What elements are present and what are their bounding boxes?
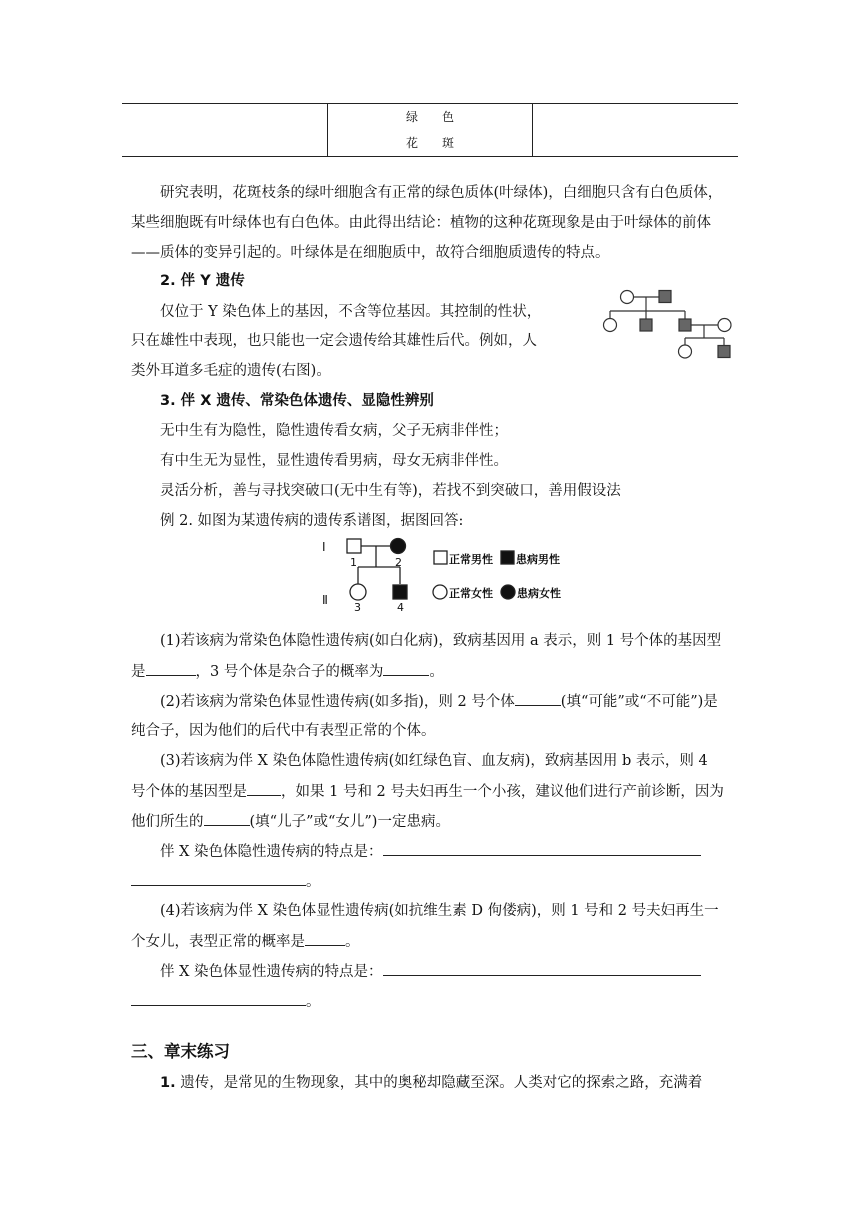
- section-2-line-1: 仅位于 Y 染色体上的基因，不含等位基因。其控制的性状，: [160, 304, 542, 320]
- legend-normal-female-icon: [433, 585, 447, 599]
- question-3-line-3: [131, 811, 450, 832]
- legend-normal-male-icon: [434, 551, 447, 564]
- q2-text-a: (2)若该病为常染色体显性遗传病(如多指)，则 2 号个体: [160, 694, 515, 710]
- generation-2-label: Ⅱ: [322, 593, 328, 607]
- pedigree-normal-male-icon: [347, 539, 361, 553]
- table-cell-right: [533, 104, 739, 157]
- example-2-intro: 例 2. 如图为某遗传病的遗传系谱图，据图回答:: [160, 513, 464, 529]
- y-linked-pedigree-diagram: [596, 286, 736, 364]
- table-line-green: 绿 色: [405, 110, 454, 124]
- rule-3: 灵活分析，善与寻找突破口(无中生有等)，若找不到突破口，善用假设法: [160, 483, 621, 499]
- q1-text-c: 。: [429, 664, 444, 680]
- pedigree-female-icon: [621, 291, 634, 304]
- rule-2: 有中生无为显性，显性遗传看男病，母女无病非伴性。: [160, 453, 508, 469]
- q2-blank-possible[interactable]: [515, 691, 561, 706]
- intro-line-1: 研究表明，花斑枝条的绿叶细胞含有正常的绿色质体(叶绿体)，白细胞只含有白色质体，: [160, 185, 723, 201]
- section-3-heading: 3. 伴 X 遗传、常染色体遗传、显隐性辨别: [160, 393, 434, 409]
- table-cell-left: [122, 104, 328, 157]
- pedigree-female-icon: [679, 345, 692, 358]
- table-cell-middle: [328, 104, 533, 157]
- q4-trait-blank-1[interactable]: [383, 961, 701, 976]
- pedigree-affected-male-icon: [718, 346, 730, 358]
- legend-normal-female-label: 正常女性: [449, 587, 493, 600]
- legend-affected-female-label: 患病女性: [517, 587, 561, 600]
- section-2-heading: 2. 伴 Y 遗传: [160, 273, 245, 289]
- individual-1-label: 1: [350, 556, 357, 569]
- question-1-line-1: (1)若该病为常染色体隐性遗传病(如白化病)，致病基因用 a 表示，则 1 号个体的基因型: [160, 633, 722, 649]
- individual-2-label: 2: [395, 556, 402, 569]
- exercise-1-number: 1.: [160, 1075, 176, 1091]
- q3-trait-label: 伴 X 染色体隐性遗传病的特点是：: [160, 844, 383, 860]
- pedigree-affected-male-icon: [640, 319, 652, 331]
- q3-trait-line-2: [131, 871, 321, 892]
- generation-1-label: Ⅰ: [322, 540, 326, 554]
- pedigree-affected-female-icon: [391, 539, 406, 554]
- individual-3-label: 3: [354, 601, 361, 614]
- exercise-1-line-1: [160, 1073, 702, 1093]
- question-2-line-2: 纯合子，因为他们的后代中有表型正常的个体。: [131, 723, 436, 739]
- pedigree-female-icon: [718, 319, 731, 332]
- rule-1: 无中生有为隐性，隐性遗传看女病，父子无病非伴性；: [160, 423, 508, 439]
- question-4-line-2: [131, 931, 360, 952]
- q1-blank-probability[interactable]: [383, 661, 429, 676]
- q1-text-a: 是: [131, 664, 146, 680]
- variegation-table: [122, 103, 738, 157]
- q4-trait-label: 伴 X 染色体显性遗传病的特点是：: [160, 964, 383, 980]
- question-3-line-1: (3)若该病为伴 X 染色体隐性遗传病(如红绿色盲、血友病)，致病基因用 b 表示，则 4: [160, 753, 708, 769]
- q4-trait-blank-2[interactable]: [131, 991, 306, 1006]
- legend-normal-male-label: 正常男性: [449, 553, 493, 566]
- q3-trait-blank-1[interactable]: [383, 841, 701, 856]
- exercise-1-text: 遗传，是常见的生物现象，其中的奥秘却隐藏至深。人类对它的探索之路，充满着: [175, 1075, 703, 1091]
- section-2-line-2: 只在雄性中表现，也只能也一定会遗传给其雄性后代。例如，人: [131, 333, 537, 349]
- chapter-exercises-heading: 三、章末练习: [131, 1042, 230, 1061]
- table-line-variegated: 花 斑: [405, 136, 454, 150]
- q3-trait-blank-2[interactable]: [131, 871, 306, 886]
- question-3-line-2: [131, 781, 724, 802]
- q4-blank-probability[interactable]: [305, 931, 345, 946]
- q1-text-b: ，3 号个体是杂合子的概率为: [195, 664, 384, 680]
- pedigree-affected-male-icon: [659, 291, 671, 303]
- intro-line-3: ——质体的变异引起的。叶绿体是在细胞质中，故符合细胞质遗传的特点。: [131, 245, 610, 261]
- pedigree-affected-male-icon: [393, 585, 407, 599]
- pedigree-lines: [314, 533, 574, 613]
- intro-line-2: 某些细胞既有叶绿体也有白色体。由此得出结论：植物的这种花斑现象是由于叶绿体的前体: [131, 215, 711, 231]
- legend-affected-female-icon: [501, 585, 515, 599]
- individual-4-label: 4: [397, 601, 404, 614]
- q4-trait-line: [160, 961, 701, 982]
- q3-blank-child[interactable]: [204, 811, 250, 826]
- question-4-line-1: (4)若该病为伴 X 染色体显性遗传病(如抗维生素 D 佝偻病)，则 1 号和 2 号夫妇再生一: [160, 903, 719, 919]
- q3-blank-genotype[interactable]: [247, 781, 281, 796]
- q3-text-c: 他们所生的: [131, 814, 204, 830]
- q3-text-a: 号个体的基因型是: [131, 784, 247, 800]
- q3-text-d: (填“儿子”或“女儿”)一定患病。: [249, 814, 450, 830]
- q3-trait-line: [160, 841, 701, 862]
- question-2-line-1: [160, 691, 718, 712]
- q4-text-b: 。: [345, 934, 360, 950]
- section-2-line-3: 类外耳道多毛症的遗传(右图)。: [131, 363, 331, 379]
- q1-blank-genotype[interactable]: [146, 661, 196, 676]
- pedigree-affected-male-icon: [679, 319, 691, 331]
- pedigree-normal-female-icon: [350, 584, 366, 600]
- q4-trait-end: 。: [306, 994, 321, 1010]
- q2-text-b: (填“可能”或“不可能”)是: [560, 694, 718, 710]
- legend-affected-male-label: 患病男性: [516, 553, 560, 566]
- q3-text-b: ，如果 1 号和 2 号夫妇再生一个小孩，建议他们进行产前诊断，因为: [281, 784, 724, 800]
- question-1-line-2: [131, 661, 444, 682]
- q3-trait-end: 。: [306, 874, 321, 890]
- q4-text-a: 个女儿，表型正常的概率是: [131, 934, 305, 950]
- q4-trait-line-2: [131, 991, 321, 1012]
- legend-affected-male-icon: [501, 551, 514, 564]
- pedigree-female-icon: [604, 319, 617, 332]
- example-pedigree: [314, 533, 574, 613]
